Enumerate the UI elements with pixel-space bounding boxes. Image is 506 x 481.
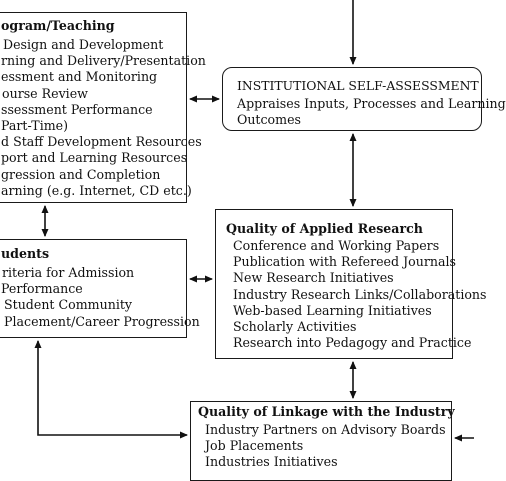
applied-research-list: [233, 238, 487, 351]
students-item: riteria for Admission: [2, 265, 135, 280]
industry-linkage-item: Industry Partners on Advisory Boards: [205, 422, 446, 437]
program-teaching-item: gression and Completion: [1, 166, 161, 182]
program-teaching-box: [0, 12, 206, 203]
students-list: [1, 265, 200, 330]
industry-linkage-title: Quality of Linkage with the Industry: [198, 404, 455, 419]
industry-linkage-item: Job Placements: [205, 438, 304, 454]
applied-research-item: Industry Research Links/Collaborations: [233, 286, 487, 302]
program-teaching-item: rning and Delivery/Presentation: [1, 53, 206, 69]
program-teaching-item: d Staff Development Resources: [1, 134, 202, 150]
industry-linkage-list: [205, 422, 446, 471]
students-item: Student Community: [4, 297, 133, 313]
program-teaching-item: essment and Monitoring: [1, 69, 158, 85]
program-teaching-item: arning (e.g. Internet, CD etc.): [1, 182, 192, 198]
program-teaching-item: Design and Development: [3, 37, 164, 52]
program-teaching-item: port and Learning Resources: [1, 150, 188, 166]
program-teaching-item: ourse Review: [2, 85, 88, 101]
institutional-line: Appraises Inputs, Processes and Learning: [237, 96, 506, 111]
institutional-self-assessment-box: [222, 67, 506, 131]
applied-research-item: Publication with Refereed Journals: [233, 254, 456, 270]
program-teaching-item: ssessment Performance: [1, 101, 153, 117]
program-teaching-list: [1, 37, 206, 199]
program-teaching-title: ogram/Teaching: [1, 18, 115, 33]
institutional-title: INSTITUTIONAL SELF-ASSESSMENT: [237, 78, 479, 93]
applied-research-item: Scholarly Activities: [233, 319, 357, 335]
applied-research-box: [215, 209, 487, 359]
students-item: Performance: [1, 281, 83, 297]
students-title: udents: [1, 246, 50, 261]
industry-linkage-box: [190, 401, 455, 481]
institutional-line: Outcomes: [237, 112, 301, 128]
program-teaching-item: Part-Time): [1, 118, 69, 134]
applied-research-item: Conference and Working Papers: [233, 238, 440, 253]
applied-research-title: Quality of Applied Research: [226, 221, 423, 236]
institutional-description: [237, 96, 506, 128]
arrow-students-industry: [38, 341, 187, 435]
applied-research-item: Research into Pedagogy and Practice: [233, 335, 472, 351]
industry-linkage-item: Industries Initiatives: [205, 454, 338, 470]
applied-research-item: New Research Initiatives: [233, 270, 394, 286]
students-box: [0, 239, 200, 338]
students-item: Placement/Career Progression: [4, 313, 200, 329]
applied-research-item: Web-based Learning Initiatives: [233, 302, 432, 318]
